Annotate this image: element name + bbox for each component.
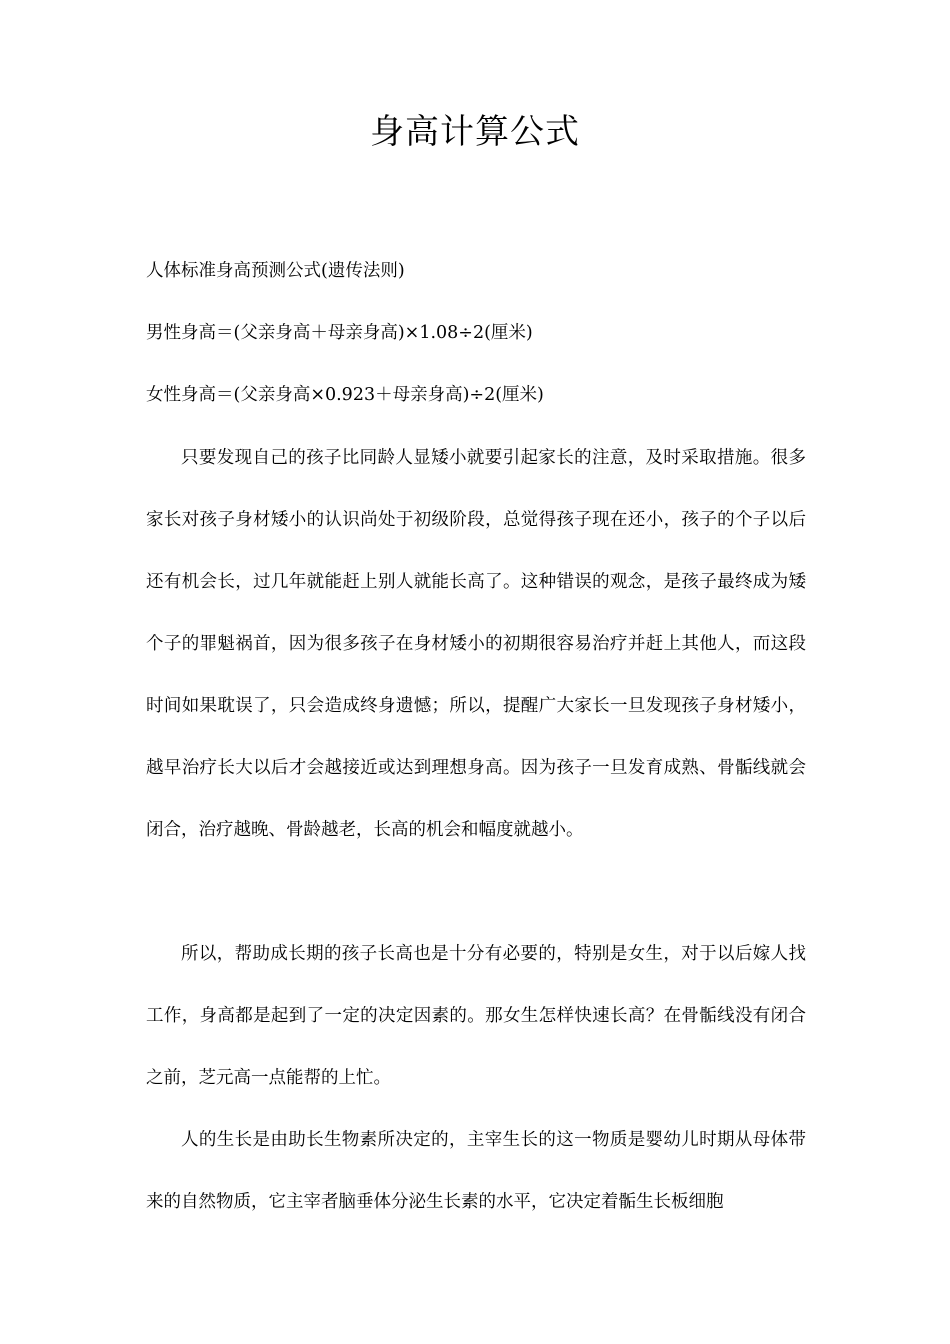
formula-male: 男性身高＝(父亲身高＋母亲身高)×1.08÷2(厘米) <box>146 323 533 343</box>
formula-female: 女性身高＝(父亲身高×0.923＋母亲身高)÷2(厘米) <box>146 385 544 405</box>
body-paragraph: 只要发现自己的孩子比同龄人显矮小就要引起家长的注意，及时采取措施。很多家长对孩子身材矮小的认识尚处于初级阶段，总觉得孩子现在还小，孩子的个子以后还有机会长，过几年就能赶上别人就能长高了。这种错误的观念，是孩子最终成为矮个子的罪魁祸首，因为很多孩子在身材矮小的初期很容易治疗并赶上其他人，而这段时间如果耽误了，只会造成终身遗憾；所以，提醒广大家长一旦发现孩子身材矮小，越早治疗长大以后才会越接近或达到理想身高。因为孩子一旦发育成熟、骨骺线就会闭合，治疗越晚、骨龄越老，长高的机会和幅度就越小。 <box>146 448 806 840</box>
body-paragraph: 所以，帮助成长期的孩子长高也是十分有必要的，特别是女生，对于以后嫁人找工作，身高都是起到了一定的决定因素的。那女生怎样快速长高？在骨骺线没有闭合之前，芝元高一点能帮的上忙。 <box>146 944 806 1088</box>
document-title: 身高计算公式 <box>370 112 580 152</box>
body-paragraph: 人的生长是由助长生物素所决定的，主宰生长的这一物质是婴幼儿时期从母体带来的自然物质，它主宰者脑垂体分泌生长素的水平，它决定着骺生长板细胞 <box>146 1130 806 1212</box>
formula-intro: 人体标准身高预测公式(遗传法则) <box>146 261 405 281</box>
